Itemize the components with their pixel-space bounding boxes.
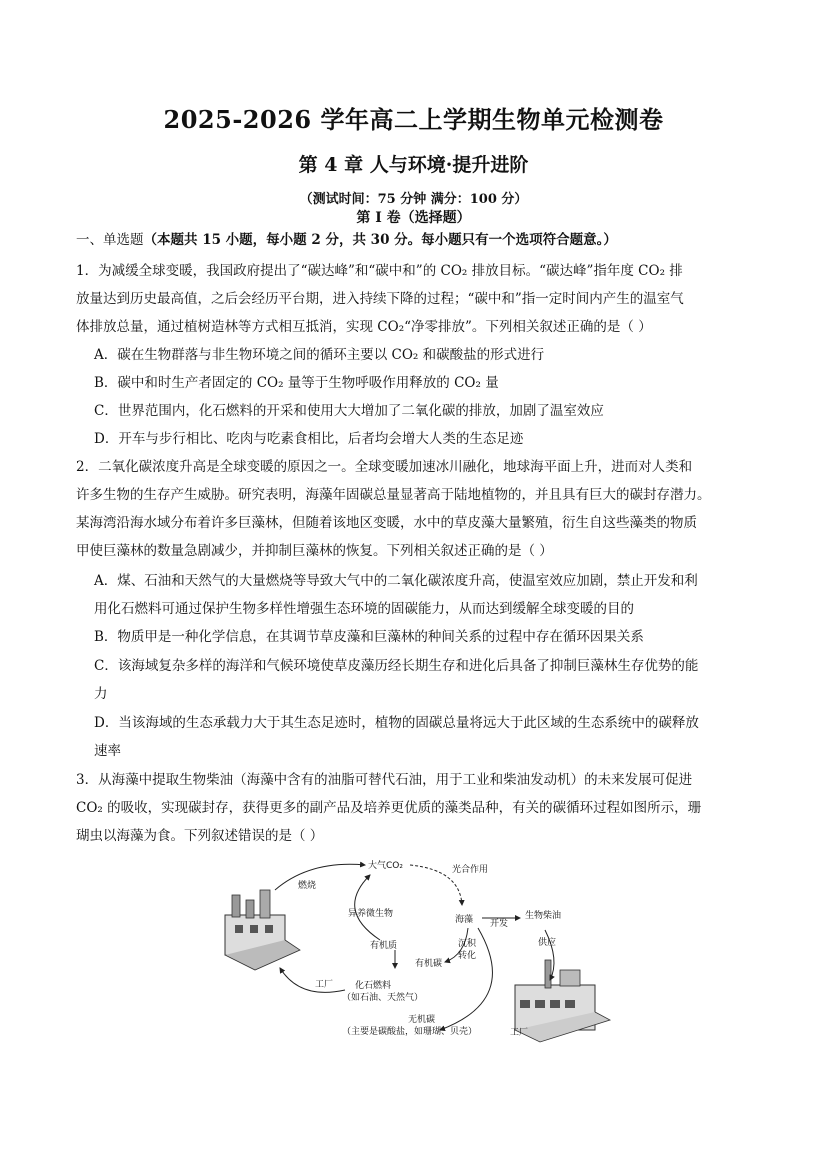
label-factory-right: 工厂 <box>510 1028 529 1038</box>
q3-line: 瑚虫以海藻为食。下列叙述错误的是（ ） <box>76 828 324 844</box>
q1-line: 放量达到历史最高值，之后会经历平台期，进入持续下降的过程；“碳中和”指一定时间内产生的温室气 <box>76 291 684 307</box>
label-heterotroph: 异养微生物 <box>348 909 394 919</box>
q2-line: 甲使巨藻林的数量急剧减少，并抑制巨藻林的恢复。下列相关叙述正确的是（ ） <box>76 543 553 559</box>
label-inorganic-carbon: 无机碳 <box>408 1015 436 1025</box>
section-label: 一、单选题 <box>76 232 144 248</box>
test-info: （测试时间：75 分钟 满分：100 分） <box>299 192 528 207</box>
label-algae: 海藻 <box>455 915 474 925</box>
label-convert: 转化 <box>458 951 477 961</box>
label-organic-carbon: 有机碳 <box>415 959 443 969</box>
label-burn: 燃烧 <box>298 881 317 891</box>
q2-option-d: D．当该海域的生态承载力大于其生态足迹时，植物的固碳总量将远大于此区域的生态系统中的碳释放 <box>94 715 699 731</box>
label-photosynthesis: 光合作用 <box>452 865 489 875</box>
label-fossil-note: （如石油、天然气） <box>342 993 424 1003</box>
section-note: （本题共 15 小题，每小题 2 分，共 30 分。每小题只有一个选项符合题意。） <box>143 232 617 248</box>
exam-title: 2025-2026 学年高二上学期生物单元检测卷 <box>163 105 664 134</box>
chapter-subtitle: 第 4 章 人与环境·提升进阶 <box>298 154 529 176</box>
carbon-cycle-diagram <box>220 850 620 1050</box>
q2-option-b: B．物质甲是一种化学信息，在其调节草皮藻和巨藻林的种间关系的过程中存在循环因果关系 <box>94 629 644 645</box>
factory-left-icon <box>225 890 300 970</box>
q1-line: 体排放总量，通过植树造林等方式相互抵消，实现 CO₂“净零排放”。下列相关叙述正确的是（ ） <box>76 319 652 335</box>
label-sediment: 沉积 <box>458 939 477 949</box>
part-heading: 第 I 卷（选择题） <box>356 210 471 226</box>
label-organic-matter: 有机质 <box>370 941 398 951</box>
label-factory-left: 工厂 <box>315 980 334 990</box>
label-develop: 开发 <box>490 919 509 929</box>
label-supply: 供应 <box>538 938 557 948</box>
q2-line: 2．二氧化碳浓度升高是全球变暖的原因之一。全球变暖加速冰川融化，地球海平面上升，进而对人类和 <box>76 459 693 475</box>
label-biodiesel: 生物柴油 <box>525 911 562 921</box>
q3-line: CO₂ 的吸收，实现碳封存，获得更多的副产品及培养更优质的藻类品种，有关的碳循环过程如图所示，珊 <box>76 800 702 816</box>
q2-line: 某海湾沿海水域分布着许多巨藻林，但随着该地区变暖，水中的草皮藻大量繁殖，衍生自这些藻类的物质 <box>76 515 697 531</box>
q1-option-c: C．世界范围内，化石燃料的开采和使用大大增加了二氧化碳的排放，加剧了温室效应 <box>94 403 604 419</box>
q2-option-c: C．该海域复杂多样的海洋和气候环境使草皮藻历经长期生存和进化后具备了抑制巨藻林生存优势的能 <box>94 658 699 674</box>
q2-option-c-cont: 力 <box>94 686 108 702</box>
q2-option-a: A．煤、石油和天然气的大量燃烧等导致大气中的二氧化碳浓度升高，使温室效应加剧，禁止开发和利 <box>94 573 698 589</box>
q1-option-a: A．碳在生物群落与非生物环境之间的循环主要以 CO₂ 和碳酸盐的形式进行 <box>94 347 545 363</box>
label-atm-co2: 大气CO₂ <box>368 861 403 871</box>
q3-line: 3．从海藻中提取生物柴油（海藻中含有的油脂可替代石油，用于工业和柴油发动机）的未来发展可促进 <box>76 772 693 788</box>
q2-line: 许多生物的生存产生威胁。研究表明，海藻年固碳总量显著高于陆地植物的，并且具有巨大的碳封存潜力。 <box>76 487 711 503</box>
factory-right-icon <box>515 960 610 1042</box>
q1-option-b: B．碳中和时生产者固定的 CO₂ 量等于生物呼吸作用释放的 CO₂ 量 <box>94 375 499 391</box>
q2-option-a-cont: 用化石燃料可通过保护生物多样性增强生态环境的固碳能力，从而达到缓解全球变暖的目的 <box>94 601 634 617</box>
label-fossil-fuel: 化石燃料 <box>355 981 392 991</box>
q1-line: 1．为减缓全球变暖，我国政府提出了“碳达峰”和“碳中和”的 CO₂ 排放目标。“碳达峰”指年度 CO₂ 排 <box>76 263 683 279</box>
q2-option-d-cont: 速率 <box>94 743 121 759</box>
section-heading <box>76 228 617 248</box>
q1-option-d: D．开车与步行相比、吃肉与吃素食相比，后者均会增大人类的生态足迹 <box>94 431 524 447</box>
label-inorganic-note: （主要是碳酸盐，如珊瑚、贝壳） <box>342 1027 478 1037</box>
